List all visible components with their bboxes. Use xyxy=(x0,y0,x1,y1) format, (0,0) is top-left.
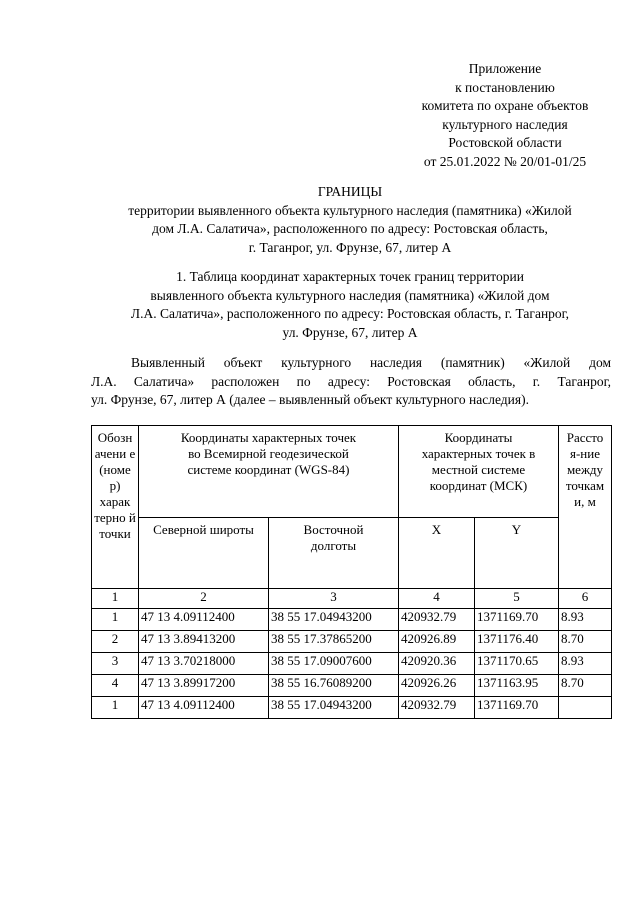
table-row xyxy=(92,631,612,653)
column-number: 6 xyxy=(559,589,612,609)
x-coordinate: 420932.79 xyxy=(399,609,475,631)
approval-line: Ростовской области xyxy=(448,135,562,151)
approval-block xyxy=(385,60,625,172)
approval-line: Приложение xyxy=(468,61,542,76)
column-number: 4 xyxy=(399,589,475,609)
distance: 8.93 xyxy=(559,653,612,675)
table-row xyxy=(92,609,612,631)
title-line: дом Л.А. Салатича», расположенного по адресу: Ростовская область, xyxy=(152,221,548,237)
east-longitude: 38 55 17.04943200 xyxy=(269,609,399,631)
paragraph-line: Выявленный объект культурного наследия (памятник) «Жилой дом xyxy=(131,355,611,370)
title-line: г. Таганрог, ул. Фрунзе, 67, литер А xyxy=(248,239,452,255)
x-coordinate: 420932.79 xyxy=(399,697,475,719)
point-number: 2 xyxy=(92,631,139,653)
coordinates-table xyxy=(91,425,612,719)
north-latitude-header: Северной широты xyxy=(139,518,269,589)
approval-line: культурного наследия xyxy=(442,116,568,132)
column-number: 3 xyxy=(269,589,399,609)
east-longitude-header: Восточной долготы xyxy=(269,518,399,589)
column-number: 1 xyxy=(92,589,139,609)
point-number: 3 xyxy=(92,653,139,675)
x-coordinate: 420920.36 xyxy=(399,653,475,675)
x-coordinate: 420926.26 xyxy=(399,675,475,697)
point-number: 1 xyxy=(92,697,139,719)
point-number: 4 xyxy=(92,675,139,697)
column-number: 2 xyxy=(139,589,269,609)
east-longitude: 38 55 17.09007600 xyxy=(269,653,399,675)
msk-coordinates-header: Координаты характерных точек в местной системе координат (МСК) xyxy=(399,426,559,518)
section-line: 1. Таблица координат характерных точек границ территории xyxy=(176,269,524,284)
section-line: ул. Фрунзе, 67, литер А xyxy=(282,324,418,340)
point-number: 1 xyxy=(92,609,139,631)
table-row xyxy=(92,653,612,675)
wgs-coordinates-header: Координаты характерных точек во Всемирной геодезической системе координат (WGS-84) xyxy=(139,426,399,518)
north-latitude: 47 13 4.09112400 xyxy=(139,609,269,631)
title-line: территории выявленного объекта культурного наследия (памятника) «Жилой xyxy=(128,202,572,218)
approval-line: комитета по охране объектов xyxy=(421,98,589,114)
body-paragraph xyxy=(91,354,611,410)
table-row xyxy=(92,697,612,719)
x-header: X xyxy=(399,518,475,589)
north-latitude: 47 13 4.09112400 xyxy=(139,697,269,719)
north-latitude: 47 13 3.89917200 xyxy=(139,675,269,697)
y-coordinate: 1371169.70 xyxy=(475,609,559,631)
y-coordinate: 1371170.65 xyxy=(475,653,559,675)
distance: 8.70 xyxy=(559,675,612,697)
y-header: Y xyxy=(475,518,559,589)
document-title xyxy=(60,183,640,257)
approval-line: от 25.01.2022 № 20/01-01/25 xyxy=(423,153,587,169)
distance: 8.93 xyxy=(559,609,612,631)
y-coordinate: 1371169.70 xyxy=(475,697,559,719)
table-row xyxy=(92,675,612,697)
east-longitude: 38 55 17.04943200 xyxy=(269,697,399,719)
east-longitude: 38 55 17.37865200 xyxy=(269,631,399,653)
paragraph-line: ул. Фрунзе, 67, литер А (далее – выявленный объект культурного наследия). xyxy=(91,392,529,408)
x-coordinate: 420926.89 xyxy=(399,631,475,653)
paragraph-line: Л.А. Салатича» расположен по адресу: Ростовская область, г. Таганрог, xyxy=(91,373,611,389)
north-latitude: 47 13 3.89413200 xyxy=(139,631,269,653)
section-line: выявленного объекта культурного наследия (памятника) «Жилой дом xyxy=(150,287,550,303)
column-number: 5 xyxy=(475,589,559,609)
north-latitude: 47 13 3.70218000 xyxy=(139,653,269,675)
y-coordinate: 1371176.40 xyxy=(475,631,559,653)
east-longitude: 38 55 16.76089200 xyxy=(269,675,399,697)
title-heading: ГРАНИЦЫ xyxy=(317,184,383,199)
distance: 8.70 xyxy=(559,631,612,653)
section-line: Л.А. Салатича», расположенного по адресу: Ростовская область, г. Таганрог, xyxy=(130,306,570,322)
point-designation-header: Обозн ачени е (номе р) харак терно й точки xyxy=(92,426,139,589)
section-heading xyxy=(60,268,640,342)
y-coordinate: 1371163.95 xyxy=(475,675,559,697)
distance xyxy=(559,697,612,719)
distance-header: Рассто я-ние между точкам и, м xyxy=(559,426,612,589)
approval-line: к постановлению xyxy=(455,79,555,95)
